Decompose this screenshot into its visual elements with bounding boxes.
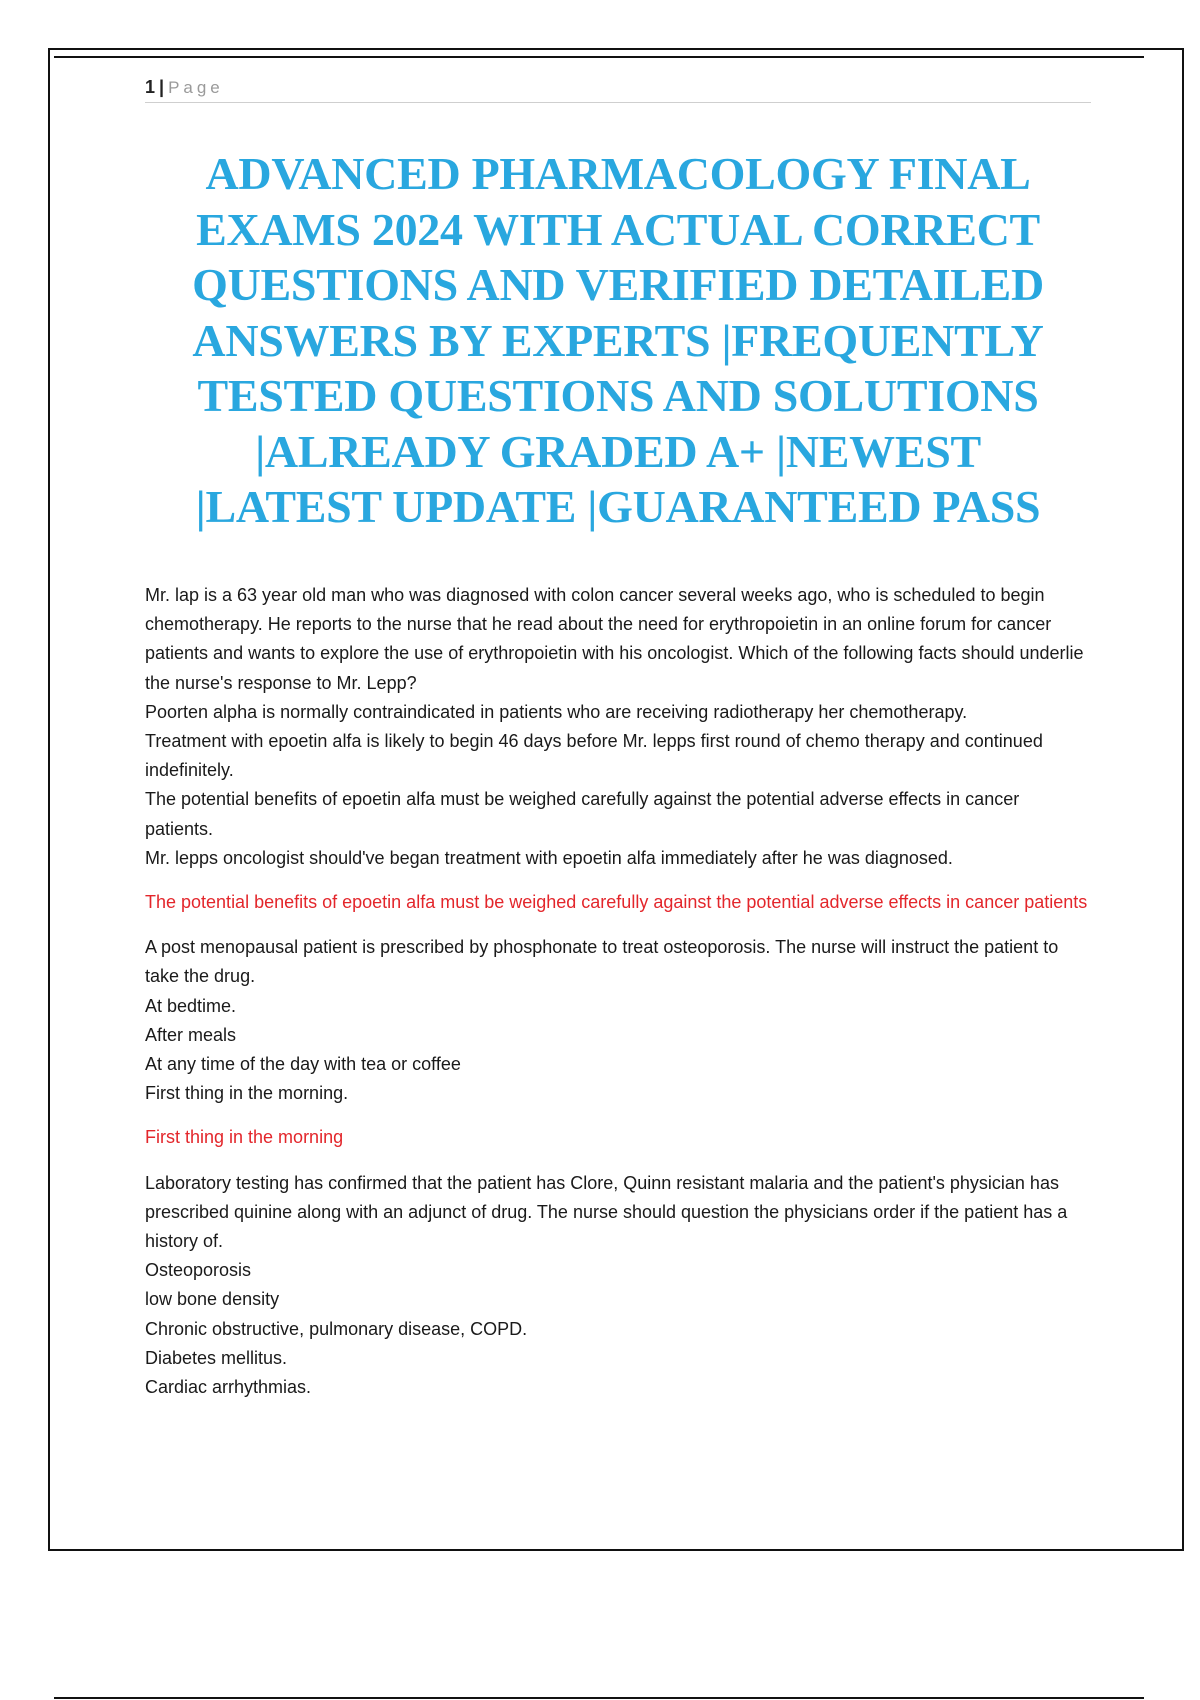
question-option: Diabetes mellitus. <box>145 1347 288 1368</box>
page-word: Page <box>168 78 224 97</box>
page-number: 1 <box>145 77 156 97</box>
title-line: TESTED QUESTIONS AND SOLUTIONS <box>197 370 1039 421</box>
question-option: Cardiac arrhythmias. <box>145 1377 312 1398</box>
question-option: Chronic obstructive, pulmonary disease, COPD. <box>145 1318 528 1339</box>
document-title <box>145 146 1091 535</box>
bottom-rule <box>54 1697 1144 1699</box>
question-option: At any time of the day with tea or coffee <box>145 1054 461 1075</box>
question-stem: Laboratory testing has confirmed that the patient has Clore, Quinn resistant malaria and the patient's physician has prescribed quinine along with an adjunct of drug. The nurse should question the physicians order if the patient has a history of. <box>145 1172 1068 1252</box>
question-option: Mr. lepps oncologist should've began treatment with epoetin alfa immediately after he was diagnosed. <box>145 847 953 868</box>
question-stem: A post menopausal patient is prescribed by phosphonate to treat osteoporosis. The nurse will instruct the patient to take the drug. <box>145 937 1059 987</box>
question-option: First thing in the morning. <box>145 1083 349 1104</box>
question-option: low bone density <box>145 1289 280 1310</box>
top-rule <box>54 56 1144 58</box>
title-line: QUESTIONS AND VERIFIED DETAILED <box>192 259 1044 310</box>
question-option: Treatment with epoetin alfa is likely to begin 46 days before Mr. lepps first round of chemo therapy and continued indefinitely. <box>145 731 1043 781</box>
page-header <box>145 74 1091 103</box>
correct-answer: First thing in the morning <box>145 1127 344 1148</box>
question-option: Osteoporosis <box>145 1260 252 1281</box>
title-line: ADVANCED PHARMACOLOGY FINAL <box>205 148 1031 199</box>
question-option: The potential benefits of epoetin alfa must be weighed carefully against the potential adverse effects in cancer patients. <box>145 789 1020 839</box>
question-option: At bedtime. <box>145 995 237 1016</box>
title-line: |ALREADY GRADED A+ |NEWEST <box>255 425 981 477</box>
question-option: After meals <box>145 1024 237 1045</box>
question-option: Poorten alpha is normally contraindicated in patients who are receiving radiotherapy her chemotherapy. <box>145 701 968 722</box>
page-separator: | <box>159 77 165 97</box>
title-line: EXAMS 2024 WITH ACTUAL CORRECT <box>196 203 1040 255</box>
document-body <box>145 581 1091 1402</box>
correct-answer: The potential benefits of epoetin alfa must be weighed carefully against the potential adverse effects in cancer patients <box>145 892 1088 913</box>
question-stem: Mr. lap is a 63 year old man who was diagnosed with colon cancer several weeks ago, who is scheduled to begin chemotherapy. He reports to the nurse that he read about the need for erythropoietin in an online forum for cancer patients and wants to explore the use of erythropoietin with his oncologist. Which of the following facts should underlie the nurse's response to Mr. Lepp? <box>145 585 1084 693</box>
title-line: ANSWERS BY EXPERTS |FREQUENTLY <box>192 314 1044 366</box>
title-line: |LATEST UPDATE |GUARANTEED PASS <box>195 481 1041 532</box>
